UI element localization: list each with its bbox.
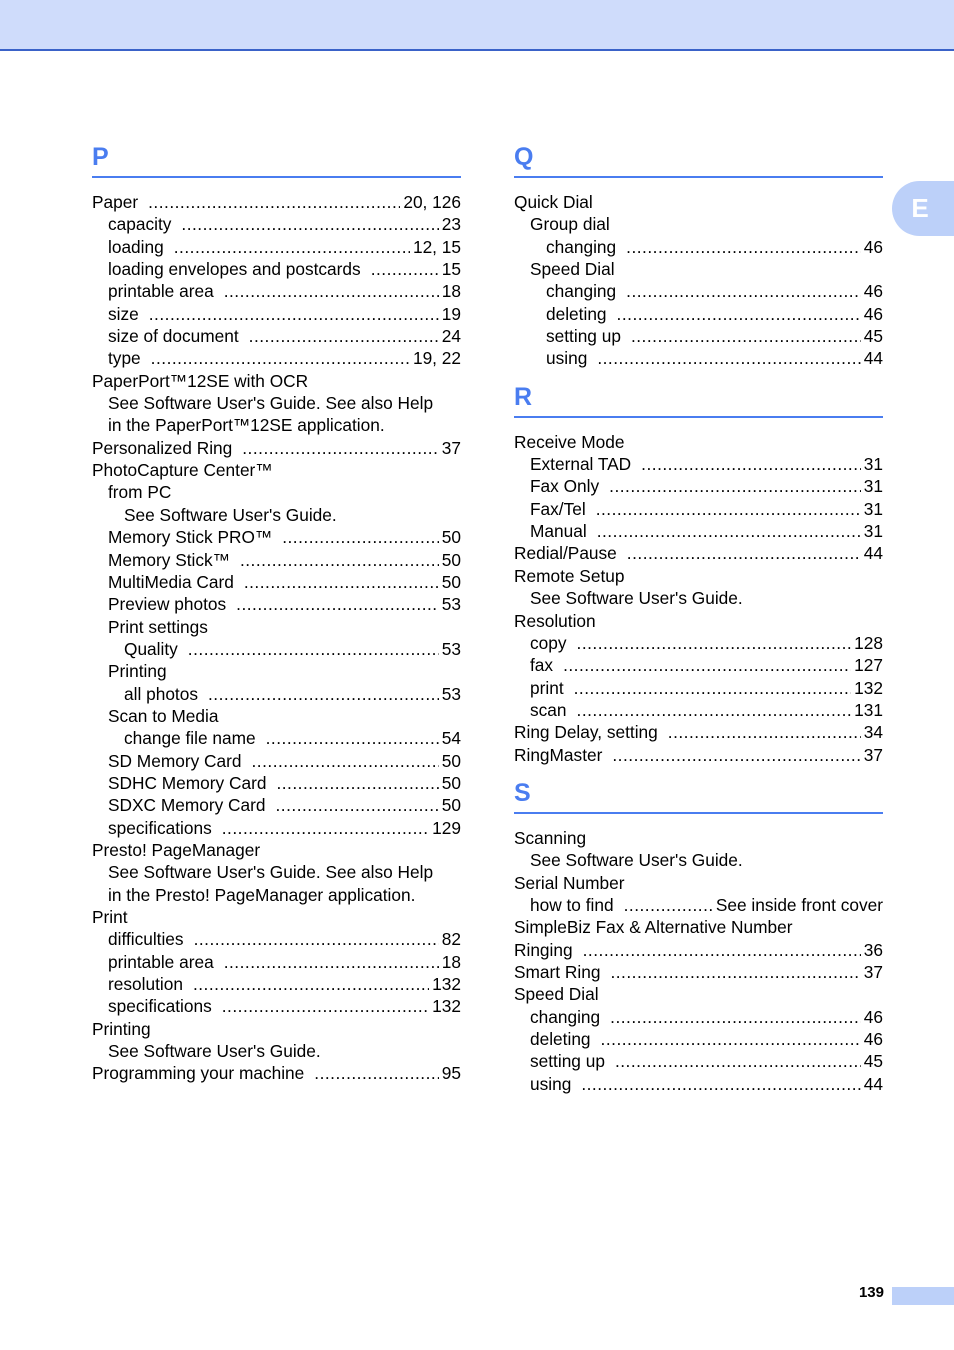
index-entry-text: Ring Delay, setting <box>514 722 658 743</box>
index-entry-text: resolution <box>108 974 183 995</box>
index-entry-text: deleting <box>546 303 607 324</box>
index-entry <box>92 861 461 883</box>
index-entry-page: 12, 15 <box>412 236 461 257</box>
dot-leader <box>601 1028 861 1050</box>
index-entry-text: Ringing <box>514 939 573 960</box>
index-entry <box>514 520 883 542</box>
dot-leader <box>244 571 439 593</box>
dot-leader <box>597 347 860 369</box>
index-entry <box>514 587 883 609</box>
dot-leader <box>612 744 860 766</box>
index-entry <box>514 236 883 258</box>
index-entry <box>92 683 461 705</box>
index-entry <box>92 459 461 481</box>
index-entry-text: Programming your machine <box>92 1063 305 1084</box>
index-entry-text: how to find <box>530 894 614 915</box>
index-entry <box>92 1040 461 1062</box>
dot-leader <box>577 699 852 721</box>
index-entry <box>514 1028 883 1050</box>
index-entry-text: Manual <box>530 521 587 542</box>
index-entry-page: 31 <box>863 521 883 542</box>
index-entry-page: 46 <box>863 281 883 302</box>
index-entry-text: MultiMedia Card <box>108 571 234 592</box>
index-entry-page: See inside front cover <box>715 894 883 915</box>
index-entry <box>514 303 883 325</box>
index-entry-page: 54 <box>441 728 461 749</box>
index-entry <box>514 280 883 302</box>
index-entry <box>92 258 461 280</box>
dot-leader <box>615 1050 861 1072</box>
section-letter-heading: R <box>514 380 883 418</box>
index-entry-page: 46 <box>863 236 883 257</box>
index-entry <box>92 593 461 615</box>
dot-leader <box>314 1062 439 1084</box>
index-entry-text: Quick Dial <box>514 192 593 212</box>
dot-leader <box>626 280 861 302</box>
index-entry <box>514 258 883 280</box>
dot-leader <box>563 654 851 676</box>
index-entry <box>92 526 461 548</box>
index-entry <box>92 772 461 794</box>
index-entry-text: size <box>108 303 139 324</box>
index-entry-text: Scanning <box>514 827 587 848</box>
index-entry-page: 44 <box>863 1073 883 1094</box>
index-entry-text: Receive Mode <box>514 431 625 452</box>
index-entry-text: Printing <box>108 661 167 682</box>
index-entry-text: print <box>530 677 564 698</box>
index-section-r <box>514 380 883 766</box>
index-entry <box>514 475 883 497</box>
dot-leader <box>208 683 439 705</box>
page-number-bar <box>892 1287 954 1305</box>
index-entry-page: 132 <box>854 677 883 698</box>
index-entry <box>514 431 883 453</box>
index-entry <box>92 638 461 660</box>
index-entry-page: 37 <box>863 744 883 765</box>
dot-leader <box>581 1073 860 1095</box>
index-entry-text: See Software User's Guide. See also Help <box>108 393 434 414</box>
index-entry-text: change file name <box>124 728 256 749</box>
index-column-left <box>92 140 461 1085</box>
dot-leader <box>222 995 429 1017</box>
index-entry <box>514 721 883 743</box>
index-entry-text: changing <box>546 281 617 302</box>
index-entry <box>92 370 461 392</box>
index-entry <box>92 571 461 593</box>
index-entry-text: copy <box>530 632 567 653</box>
index-entry <box>514 1073 883 1095</box>
index-entry <box>92 414 461 436</box>
index-entry <box>92 280 461 302</box>
index-entry-text: PaperPort™12SE with OCR <box>92 370 309 391</box>
index-entry <box>514 347 883 369</box>
index-entry <box>92 303 461 325</box>
dot-leader <box>224 280 439 302</box>
index-entry <box>514 699 883 721</box>
index-entry-text: External TAD <box>530 454 632 475</box>
index-entry-text: See Software User's Guide. <box>530 850 743 871</box>
index-entry-text: Memory Stick™ <box>108 549 230 570</box>
chapter-tab-letter: E <box>911 193 929 223</box>
dot-leader <box>151 347 410 369</box>
index-entry-text: setting up <box>546 326 621 347</box>
index-entry-page: 132 <box>432 996 461 1017</box>
index-entry <box>514 191 883 213</box>
index-entry <box>514 677 883 699</box>
index-entry <box>92 839 461 861</box>
index-entry <box>92 973 461 995</box>
index-entry-text: fax <box>530 655 554 676</box>
section-letter-heading: Q <box>514 140 883 178</box>
index-entry <box>92 347 461 369</box>
index-entry-text: SimpleBiz Fax & Alternative Number <box>514 917 793 938</box>
index-entry <box>92 549 461 571</box>
index-entry-text: all photos <box>124 683 198 704</box>
dot-leader <box>242 437 439 459</box>
dot-leader <box>194 928 439 950</box>
index-entry-text: using <box>530 1073 572 1094</box>
dot-leader <box>371 258 439 280</box>
index-entry <box>514 1006 883 1028</box>
index-column-right <box>514 140 883 1095</box>
index-entry <box>514 983 883 1005</box>
dot-leader <box>188 638 439 660</box>
index-entry-text: See Software User's Guide. See also Help <box>108 862 434 883</box>
index-entry-page: 44 <box>863 543 883 564</box>
dot-leader <box>266 727 439 749</box>
index-entry-text: Presto! PageManager <box>92 839 261 860</box>
index-entry <box>92 213 461 235</box>
index-entry-text: Fax Only <box>530 476 600 497</box>
index-entry-page: 31 <box>863 498 883 519</box>
dot-leader <box>610 961 860 983</box>
index-entry-page: 53 <box>441 638 461 659</box>
dot-leader <box>222 817 429 839</box>
header-banner <box>0 0 954 51</box>
index-entry-page: 50 <box>441 772 461 793</box>
index-entry-text: Remote Setup <box>514 565 625 586</box>
index-entry-text: in the Presto! PageManager application. <box>108 884 416 905</box>
index-entry-page: 95 <box>441 1063 461 1084</box>
index-entry-text: RingMaster <box>514 744 603 765</box>
index-entry-page: 131 <box>854 699 883 720</box>
index-entry <box>514 325 883 347</box>
index-entry-text: Smart Ring <box>514 961 601 982</box>
dot-leader <box>577 632 852 654</box>
index-entry-text: SD Memory Card <box>108 750 242 771</box>
index-entry-page: 31 <box>863 476 883 497</box>
index-entry-page: 23 <box>441 214 461 235</box>
dot-leader <box>574 677 852 699</box>
index-entry <box>514 939 883 961</box>
index-entry-page: 46 <box>863 1029 883 1049</box>
index-entry-page: 37 <box>863 961 883 982</box>
index-entry-text: loading <box>108 236 164 257</box>
index-entry <box>92 951 461 973</box>
index-entry <box>92 660 461 682</box>
index-entry-text: Printing <box>92 1018 151 1039</box>
index-entry-text: Quality <box>124 638 178 659</box>
index-entry <box>514 542 883 564</box>
dot-leader <box>583 939 861 961</box>
dot-leader <box>631 325 861 347</box>
dot-leader <box>597 520 861 542</box>
index-entry <box>92 504 461 526</box>
index-entry-text: See Software User's Guide. <box>530 588 743 609</box>
index-entry-page: 19, 22 <box>412 348 461 369</box>
index-entry-text: type <box>108 348 141 369</box>
index-entry-page: 53 <box>441 683 461 704</box>
dot-leader <box>148 191 400 213</box>
index-entry-text: using <box>546 348 588 369</box>
index-entry-text: capacity <box>108 214 172 235</box>
index-entry <box>92 392 461 414</box>
dot-leader <box>626 236 861 258</box>
index-entry <box>92 481 461 503</box>
index-entry <box>92 794 461 816</box>
dot-leader <box>224 951 439 973</box>
index-entry-page: 128 <box>854 632 883 653</box>
index-entry <box>514 961 883 983</box>
dot-leader <box>609 475 861 497</box>
dot-leader <box>236 593 439 615</box>
dot-leader <box>149 303 439 325</box>
index-entry <box>92 928 461 950</box>
index-entry-page: 129 <box>432 817 461 838</box>
index-entry <box>514 654 883 676</box>
index-entry-page: 53 <box>441 594 461 615</box>
index-entry <box>92 437 461 459</box>
dot-leader <box>641 453 861 475</box>
index-entry-page: 46 <box>863 1006 883 1027</box>
index-entry-page: 127 <box>854 655 883 676</box>
index-entry-text: See Software User's Guide. <box>124 504 337 525</box>
index-entry-page: 31 <box>863 454 883 475</box>
index-entry <box>514 849 883 871</box>
index-entry <box>514 1050 883 1072</box>
index-entry <box>514 610 883 632</box>
index-entry-text: Speed Dial <box>514 984 599 1005</box>
index-entry <box>514 632 883 654</box>
index-entry <box>92 906 461 928</box>
index-entry-text: SDHC Memory Card <box>108 772 267 793</box>
dot-leader <box>276 772 438 794</box>
index-entry <box>92 705 461 727</box>
index-entry <box>514 744 883 766</box>
index-entry-page: 50 <box>441 549 461 570</box>
index-entry-text: deleting <box>530 1029 591 1049</box>
index-entry-text: specifications <box>108 817 212 838</box>
dot-leader <box>251 750 438 772</box>
page-number: 139 <box>858 1284 884 1301</box>
dot-leader <box>627 542 861 564</box>
index-entry-page: 46 <box>863 303 883 324</box>
index-entry-page: 15 <box>441 259 461 280</box>
index-entry <box>92 995 461 1017</box>
index-entry-text: printable area <box>108 281 214 302</box>
chapter-tab <box>892 181 954 236</box>
index-entry-page: 20, 126 <box>403 192 461 212</box>
section-letter-heading: S <box>514 776 883 814</box>
index-entry-text: size of document <box>108 326 239 347</box>
index-entry-page: 50 <box>441 795 461 816</box>
index-entry-text: difficulties <box>108 929 184 950</box>
index-entry <box>514 213 883 235</box>
index-entry-page: 37 <box>441 437 461 458</box>
index-entry <box>92 817 461 839</box>
dot-leader <box>181 213 438 235</box>
index-entry-text: PhotoCapture Center™ <box>92 460 273 481</box>
index-entry-page: 18 <box>441 281 461 302</box>
index-section-q <box>514 140 883 370</box>
index-entry-text: Memory Stick PRO™ <box>108 527 273 548</box>
index-entry-text: Scan to Media <box>108 705 219 726</box>
index-entry-page: 132 <box>432 974 461 995</box>
dot-leader <box>610 1006 861 1028</box>
index-entry-text: See Software User's Guide. <box>108 1041 321 1062</box>
index-entry-text: Group dial <box>530 214 610 235</box>
index-entry-text: Print <box>92 907 128 927</box>
index-entry-page: 50 <box>441 571 461 592</box>
index-entry <box>514 453 883 475</box>
index-entry <box>92 616 461 638</box>
index-entry-text: in the PaperPort™12SE application. <box>108 415 385 436</box>
index-entry <box>514 827 883 849</box>
index-entry-page: 34 <box>863 722 883 743</box>
index-entry <box>92 325 461 347</box>
index-entry-text: Serial Number <box>514 872 625 893</box>
index-entry <box>514 916 883 938</box>
index-entry <box>514 498 883 520</box>
index-entry-text: specifications <box>108 996 212 1017</box>
dot-leader <box>275 794 438 816</box>
index-entry <box>92 191 461 213</box>
index-entry-text: SDXC Memory Card <box>108 795 266 816</box>
index-entry-page: 36 <box>863 939 883 960</box>
index-entry <box>92 236 461 258</box>
dot-leader <box>624 894 713 916</box>
dot-leader <box>668 721 861 743</box>
index-entry <box>92 727 461 749</box>
index-entry-page: 44 <box>863 348 883 369</box>
index-entry-page: 18 <box>441 951 461 972</box>
index-entry-text: from PC <box>108 482 172 503</box>
index-entry-text: Redial/Pause <box>514 543 617 564</box>
index-section-s <box>514 776 883 1095</box>
index-entry-page: 50 <box>441 750 461 771</box>
dot-leader <box>174 236 410 258</box>
index-entry-text: Preview photos <box>108 594 227 615</box>
index-entry-text: Resolution <box>514 610 596 631</box>
index-entry <box>514 565 883 587</box>
index-entry-page: 19 <box>441 303 461 324</box>
index-entry-text: printable area <box>108 951 214 972</box>
dot-leader <box>249 325 439 347</box>
index-entry-page: 82 <box>441 929 461 950</box>
index-entry-text: scan <box>530 699 567 720</box>
index-entry-page: 45 <box>863 326 883 347</box>
dot-leader <box>282 526 439 548</box>
index-entry-text: setting up <box>530 1051 605 1072</box>
index-entry <box>92 884 461 906</box>
index-entry-page: 45 <box>863 1051 883 1072</box>
index-entry-text: Fax/Tel <box>530 498 586 519</box>
index-entry-page: 50 <box>441 527 461 548</box>
index-entry-text: Paper <box>92 192 139 212</box>
dot-leader <box>617 303 861 325</box>
index-entry-text: Personalized Ring <box>92 437 233 458</box>
index-entry-text: changing <box>546 236 617 257</box>
index-entry-text: changing <box>530 1006 601 1027</box>
index-entry-text: loading envelopes and postcards <box>108 259 361 280</box>
index-entry <box>514 872 883 894</box>
index-entry <box>514 894 883 916</box>
index-entry-page: 24 <box>441 326 461 347</box>
index-entry-text: Speed Dial <box>530 259 615 280</box>
index-entry <box>92 1062 461 1084</box>
section-letter-heading: P <box>92 140 461 178</box>
dot-leader <box>596 498 861 520</box>
index-section-p <box>92 140 461 1085</box>
dot-leader <box>193 973 429 995</box>
index-entry <box>92 750 461 772</box>
index-entry <box>92 1018 461 1040</box>
dot-leader <box>240 549 439 571</box>
index-entry-text: Print settings <box>108 616 208 637</box>
